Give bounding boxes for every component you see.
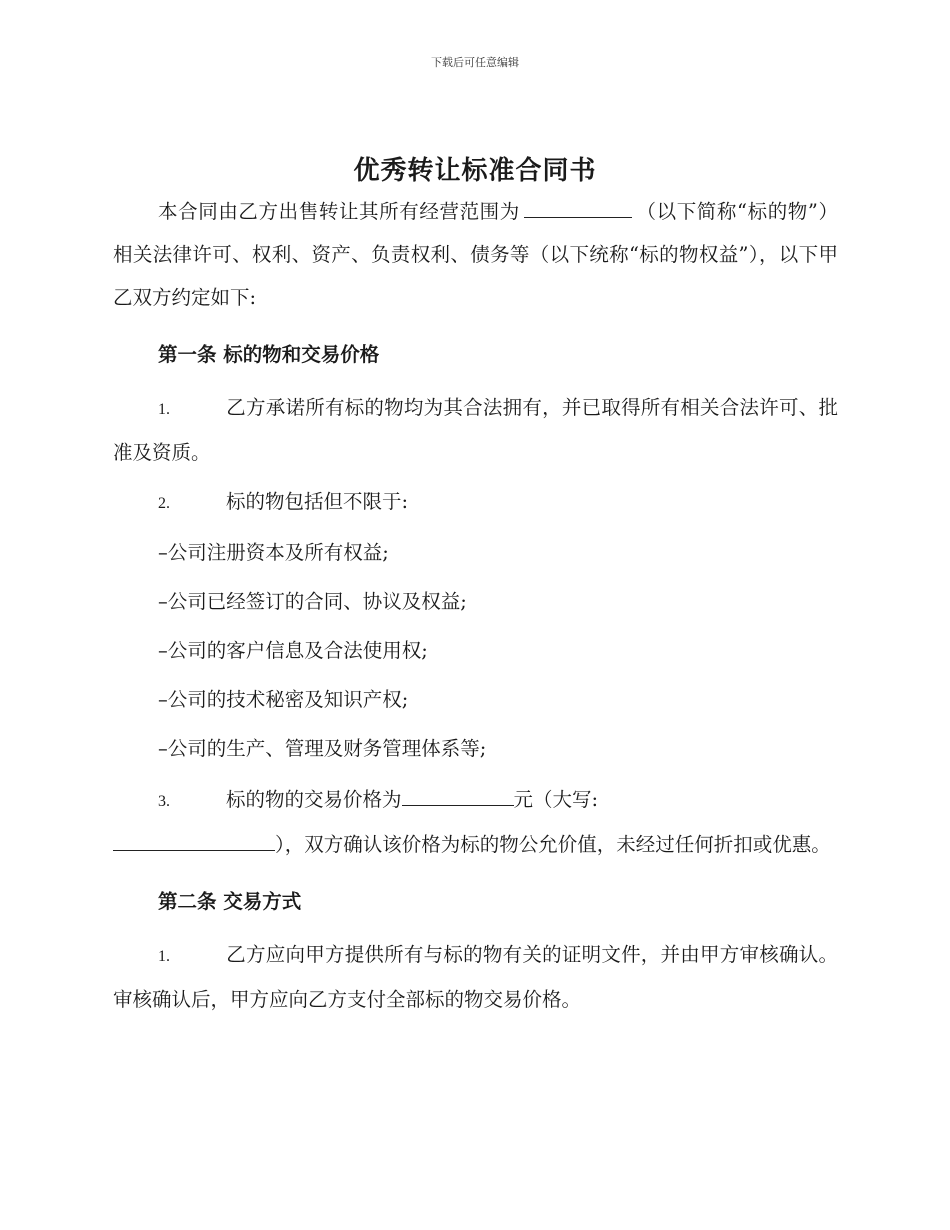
intro-text-2: （以下简称“标的物”）相关法律许可、权利、资产、负责权利、债务等（以下统称“标的物权益”），以下甲乙双方约定如下: xyxy=(113,200,838,309)
item-text: 乙方应向甲方提供所有与标的物有关的证明文件，并由甲方审核确认。审核确认后，甲方应向乙方支付全部标的物交易价格。 xyxy=(113,943,838,1011)
document-title: 优秀转让标准合同书 xyxy=(353,156,597,186)
item-text-b: 元（大写: xyxy=(513,788,599,811)
item-number: 2. xyxy=(158,495,170,512)
article-1-item-1 xyxy=(113,386,838,474)
subject-bullet-4: –公司的技术秘密及知识产权; xyxy=(158,688,409,711)
intro-text-1: 本合同由乙方出售转让其所有经营范围为 xyxy=(158,200,520,223)
item-text: 标的物包括但不限于: xyxy=(226,490,409,513)
subject-bullet-3: –公司的客户信息及合法使用权; xyxy=(158,639,428,662)
document-body xyxy=(113,190,838,1027)
article-1-item-3 xyxy=(113,778,838,866)
article-2-item-1 xyxy=(113,933,838,1021)
price-in-words-blank xyxy=(113,830,275,851)
article-2-heading: 第二条 交易方式 xyxy=(158,890,302,913)
subject-bullet-2: –公司已经签订的合同、协议及权益; xyxy=(158,590,467,613)
subject-bullet-5: –公司的生产、管理及财务管理体系等; xyxy=(158,737,487,760)
intro-paragraph xyxy=(113,190,838,319)
item-number: 1. xyxy=(158,401,170,418)
item-text-c: ），双方确认该价格为标的物公允价值，未经过任何折扣或优惠。 xyxy=(275,833,831,856)
item-text: 乙方承诺所有标的物均为其合法拥有，并已取得所有相关合法许可、批准及资质。 xyxy=(113,396,838,464)
item-number: 1. xyxy=(158,948,170,965)
article-1-item-2 xyxy=(113,480,838,525)
business-scope-blank xyxy=(524,197,632,218)
item-number: 3. xyxy=(158,793,170,810)
header-note: 下载后可任意编辑 xyxy=(431,56,519,69)
price-blank xyxy=(402,785,514,806)
item-text-a: 标的物的交易价格为 xyxy=(226,788,402,811)
subject-bullet-1: –公司注册资本及所有权益; xyxy=(158,541,389,564)
article-1-heading: 第一条 标的物和交易价格 xyxy=(158,343,380,366)
